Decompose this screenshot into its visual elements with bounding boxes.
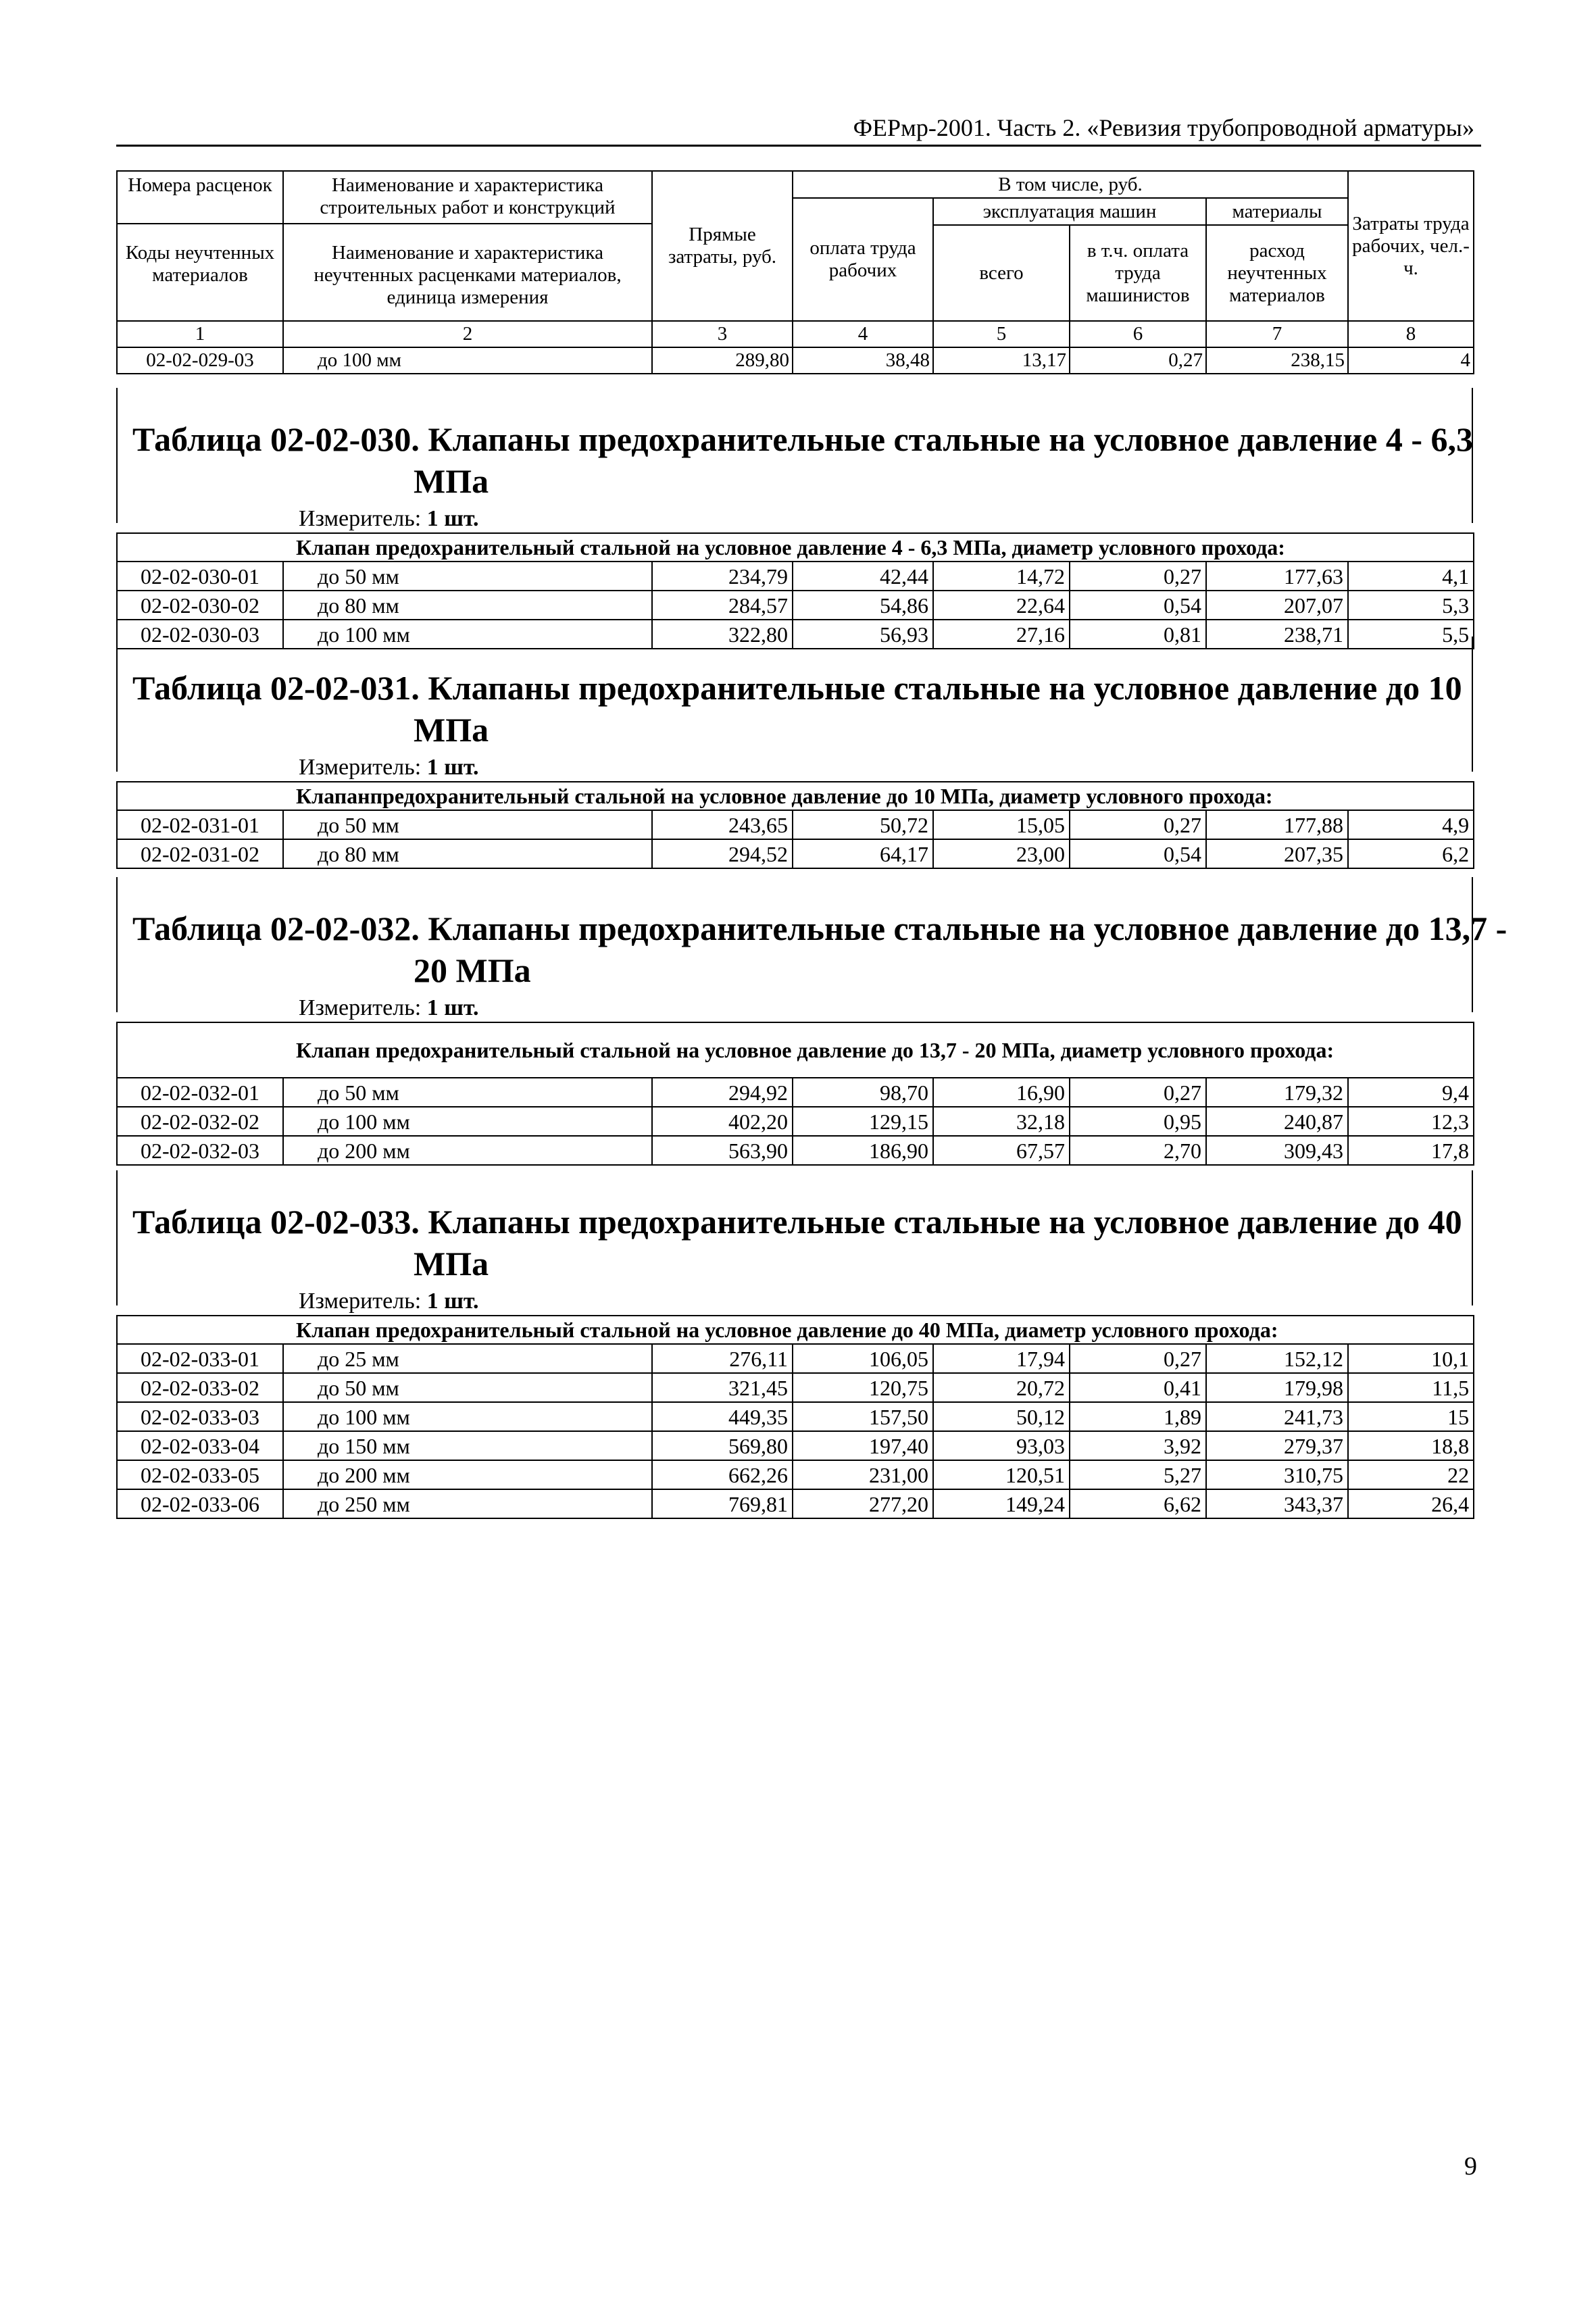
direct-cost: 294,92 <box>652 1078 793 1107</box>
rate-name: до 100 мм <box>283 347 652 374</box>
col4-head: оплата труда рабочих <box>793 198 933 321</box>
table-title-continued: МПа <box>414 711 489 749</box>
machines-cost: 17,94 <box>933 1344 1070 1373</box>
labor-hours: 6,2 <box>1348 839 1474 868</box>
operators-cost: 5,27 <box>1070 1460 1206 1489</box>
rate-code: 02-02-033-03 <box>117 1402 283 1431</box>
col-number: 6 <box>1070 321 1206 347</box>
col-number: 1 <box>117 321 283 347</box>
labor-cost: 64,17 <box>793 839 933 868</box>
rate-code: 02-02-029-03 <box>117 347 283 374</box>
table-row <box>117 1489 1474 1518</box>
labor-hours: 10,1 <box>1348 1344 1474 1373</box>
labor-cost: 197,40 <box>793 1431 933 1460</box>
materials-cost: 177,88 <box>1206 810 1348 839</box>
labor-cost: 129,15 <box>793 1107 933 1136</box>
table-title-continued: МПа <box>414 1245 489 1283</box>
column-header-table <box>116 170 1474 374</box>
labor-hours: 18,8 <box>1348 1431 1474 1460</box>
labor-cost: 157,50 <box>793 1402 933 1431</box>
labor-hours: 4,1 <box>1348 562 1474 591</box>
unit-label: Измеритель: <box>299 506 422 531</box>
running-title: ФЕРмр-2001. Часть 2. «Ревизия трубопроводной арматуры» <box>853 114 1474 141</box>
machines-cost: 20,72 <box>933 1373 1070 1402</box>
table-row <box>117 1136 1474 1165</box>
rate-code: 02-02-032-03 <box>117 1136 283 1165</box>
machines-cost: 120,51 <box>933 1460 1070 1489</box>
labor-hours: 22 <box>1348 1460 1474 1489</box>
direct-cost: 662,26 <box>652 1460 793 1489</box>
col3-head: Прямые затраты, руб. <box>652 171 793 321</box>
rate-name: до 250 мм <box>283 1489 652 1518</box>
operators-cost: 3,92 <box>1070 1431 1206 1460</box>
machines-head: эксплуатация машин <box>933 198 1206 225</box>
rate-name: до 200 мм <box>283 1460 652 1489</box>
operators-cost: 0,54 <box>1070 839 1206 868</box>
rate-code: 02-02-030-03 <box>117 620 283 649</box>
col-number: 7 <box>1206 321 1348 347</box>
table-row <box>117 591 1474 620</box>
materials-cost: 310,75 <box>1206 1460 1348 1489</box>
direct-cost: 276,11 <box>652 1344 793 1373</box>
rate-table <box>116 532 1474 649</box>
machines-cost: 32,18 <box>933 1107 1070 1136</box>
col5-head: всего <box>933 225 1070 321</box>
rate-table <box>116 1022 1474 1166</box>
labor-cost: 106,05 <box>793 1344 933 1373</box>
labor-cost: 186,90 <box>793 1136 933 1165</box>
operators-cost: 0,27 <box>1070 347 1206 374</box>
materials-cost: 343,37 <box>1206 1489 1348 1518</box>
unit-of-measure <box>299 1288 479 1315</box>
machines-cost: 22,64 <box>933 591 1070 620</box>
rate-name: до 100 мм <box>283 1107 652 1136</box>
table-row <box>117 1344 1474 1373</box>
rate-name: до 80 мм <box>283 839 652 868</box>
rate-code: 02-02-031-02 <box>117 839 283 868</box>
unit-label: Измеритель: <box>299 995 422 1020</box>
labor-hours: 5,3 <box>1348 591 1474 620</box>
rate-code: 02-02-033-04 <box>117 1431 283 1460</box>
labor-cost: 38,48 <box>793 347 933 374</box>
table-title: Таблица 02-02-032. Клапаны предохранительные стальные на условное давление до 13,7 - <box>132 910 1507 947</box>
table-row <box>117 1078 1474 1107</box>
rate-name: до 50 мм <box>283 1373 652 1402</box>
materials-cost: 207,35 <box>1206 839 1348 868</box>
unit-label: Измеритель: <box>299 755 422 780</box>
labor-cost: 98,70 <box>793 1078 933 1107</box>
machines-cost: 23,00 <box>933 839 1070 868</box>
table-title: Таблица 02-02-033. Клапаны предохранительные стальные на условное давление до 40 <box>132 1203 1462 1241</box>
unit-value: 1 шт. <box>426 755 479 780</box>
rate-code: 02-02-033-01 <box>117 1344 283 1373</box>
direct-cost: 284,57 <box>652 591 793 620</box>
table-row <box>117 810 1474 839</box>
operators-cost: 6,62 <box>1070 1489 1206 1518</box>
page-number: 9 <box>1464 2152 1477 2181</box>
machines-cost: 93,03 <box>933 1431 1070 1460</box>
unit-of-measure <box>299 754 479 781</box>
rate-code: 02-02-033-05 <box>117 1460 283 1489</box>
rate-name: до 80 мм <box>283 591 652 620</box>
unit-of-measure <box>299 505 479 532</box>
machines-cost: 14,72 <box>933 562 1070 591</box>
labor-hours: 9,4 <box>1348 1078 1474 1107</box>
col1-bottom-label: Коды неучтенных материалов <box>125 242 275 286</box>
materials-cost: 152,12 <box>1206 1344 1348 1373</box>
labor-cost: 56,93 <box>793 620 933 649</box>
direct-cost: 402,20 <box>652 1107 793 1136</box>
direct-cost: 563,90 <box>652 1136 793 1165</box>
operators-cost: 0,95 <box>1070 1107 1206 1136</box>
rate-name: до 150 мм <box>283 1431 652 1460</box>
labor-cost: 231,00 <box>793 1460 933 1489</box>
operators-cost: 0,27 <box>1070 562 1206 591</box>
table-title-continued: МПа <box>414 462 489 500</box>
operators-cost: 0,27 <box>1070 810 1206 839</box>
rate-name: до 50 мм <box>283 562 652 591</box>
operators-cost: 0,27 <box>1070 1344 1206 1373</box>
operators-cost: 0,54 <box>1070 591 1206 620</box>
section-heading: Клапан предохранительный стальной на условное давление до 13,7 - 20 МПа, диаметр условного прохода: <box>117 1022 1474 1078</box>
materials-cost: 207,07 <box>1206 591 1348 620</box>
rate-name: до 25 мм <box>283 1344 652 1373</box>
direct-cost: 294,52 <box>652 839 793 868</box>
table-row <box>117 562 1474 591</box>
col2-bottom-label: Наименование и характеристика неучтенных расценками материалов, единица измерения <box>314 242 622 308</box>
col6-head: в т.ч. оплата труда машинистов <box>1070 225 1206 321</box>
col-number: 3 <box>652 321 793 347</box>
rate-table <box>116 781 1474 869</box>
col7-head: расход неучтенных материалов <box>1206 225 1348 321</box>
direct-cost: 322,80 <box>652 620 793 649</box>
labor-cost: 277,20 <box>793 1489 933 1518</box>
materials-cost: 279,37 <box>1206 1431 1348 1460</box>
machines-cost: 149,24 <box>933 1489 1070 1518</box>
operators-cost: 2,70 <box>1070 1136 1206 1165</box>
machines-cost: 27,16 <box>933 620 1070 649</box>
materials-cost: 238,15 <box>1206 347 1348 374</box>
table-row <box>117 1107 1474 1136</box>
section-heading: Клапан предохранительный стальной на условное давление до 40 МПа, диаметр условного прохода: <box>117 1316 1474 1344</box>
section-heading: Клапанпредохранительный стальной на условное давление до 10 МПа, диаметр условного прохода: <box>117 782 1474 810</box>
labor-cost: 50,72 <box>793 810 933 839</box>
rate-code: 02-02-030-02 <box>117 591 283 620</box>
table-row <box>117 1402 1474 1431</box>
column-numbers-row <box>117 321 1474 347</box>
machines-cost: 16,90 <box>933 1078 1070 1107</box>
machines-cost: 67,57 <box>933 1136 1070 1165</box>
operators-cost: 0,81 <box>1070 620 1206 649</box>
rate-code: 02-02-032-02 <box>117 1107 283 1136</box>
operators-cost: 0,27 <box>1070 1078 1206 1107</box>
operators-cost: 0,41 <box>1070 1373 1206 1402</box>
operators-cost: 1,89 <box>1070 1402 1206 1431</box>
labor-hours: 26,4 <box>1348 1489 1474 1518</box>
unit-value: 1 шт. <box>426 1289 479 1314</box>
unit-label: Измеритель: <box>299 1289 422 1314</box>
rate-name: до 100 мм <box>283 1402 652 1431</box>
direct-cost: 569,80 <box>652 1431 793 1460</box>
labor-hours: 15 <box>1348 1402 1474 1431</box>
direct-cost: 234,79 <box>652 562 793 591</box>
labor-hours: 12,3 <box>1348 1107 1474 1136</box>
table-row <box>117 347 1474 374</box>
rate-name: до 50 мм <box>283 1078 652 1107</box>
direct-cost: 449,35 <box>652 1402 793 1431</box>
col8-head: Затраты труда рабочих, чел.-ч. <box>1348 171 1474 321</box>
unit-of-measure <box>299 995 479 1022</box>
rate-name: до 200 мм <box>283 1136 652 1165</box>
machines-cost: 15,05 <box>933 810 1070 839</box>
direct-cost: 769,81 <box>652 1489 793 1518</box>
labor-hours: 4 <box>1348 347 1474 374</box>
rate-code: 02-02-031-01 <box>117 810 283 839</box>
rate-code: 02-02-033-02 <box>117 1373 283 1402</box>
col2-head <box>283 171 652 321</box>
materials-cost: 309,43 <box>1206 1136 1348 1165</box>
rate-table <box>116 1315 1474 1519</box>
table-row <box>117 839 1474 868</box>
table-title: Таблица 02-02-030. Клапаны предохранительные стальные на условное давление 4 - 6,3 <box>132 420 1473 458</box>
labor-hours: 4,9 <box>1348 810 1474 839</box>
materials-cost: 241,73 <box>1206 1402 1348 1431</box>
section-heading: Клапан предохранительный стальной на условное давление 4 - 6,3 МПа, диаметр условного прохода: <box>117 533 1474 562</box>
table-title-continued: 20 МПа <box>414 951 531 989</box>
section-row <box>117 782 1474 810</box>
col1-top-label: Номера расценок <box>118 172 282 224</box>
table-row <box>117 1373 1474 1402</box>
materials-cost: 179,32 <box>1206 1078 1348 1107</box>
group-head: В том числе, руб. <box>793 171 1348 198</box>
col1-head <box>117 171 283 321</box>
materials-cost: 240,87 <box>1206 1107 1348 1136</box>
materials-cost: 238,71 <box>1206 620 1348 649</box>
materials-cost: 179,98 <box>1206 1373 1348 1402</box>
col-number: 8 <box>1348 321 1474 347</box>
direct-cost: 321,45 <box>652 1373 793 1402</box>
direct-cost: 243,65 <box>652 810 793 839</box>
table-title: Таблица 02-02-031. Клапаны предохранительные стальные на условное давление до 10 <box>132 669 1462 707</box>
col-number: 5 <box>933 321 1070 347</box>
labor-cost: 120,75 <box>793 1373 933 1402</box>
table-row <box>117 1431 1474 1460</box>
table-row <box>117 1460 1474 1489</box>
direct-cost: 289,80 <box>652 347 793 374</box>
unit-value: 1 шт. <box>426 995 479 1020</box>
labor-hours: 17,8 <box>1348 1136 1474 1165</box>
section-row <box>117 1022 1474 1078</box>
labor-hours: 11,5 <box>1348 1373 1474 1402</box>
col2-top-label: Наименование и характеристика строительных работ и конструкций <box>284 172 651 224</box>
rate-name: до 100 мм <box>283 620 652 649</box>
machines-cost: 13,17 <box>933 347 1070 374</box>
materials-head: материалы <box>1206 198 1348 225</box>
rate-code: 02-02-032-01 <box>117 1078 283 1107</box>
machines-cost: 50,12 <box>933 1402 1070 1431</box>
unit-value: 1 шт. <box>426 506 479 531</box>
col-number: 4 <box>793 321 933 347</box>
materials-cost: 177,63 <box>1206 562 1348 591</box>
section-row <box>117 1316 1474 1344</box>
rate-code: 02-02-033-06 <box>117 1489 283 1518</box>
labor-cost: 42,44 <box>793 562 933 591</box>
rate-name: до 50 мм <box>283 810 652 839</box>
col-number: 2 <box>283 321 652 347</box>
labor-hours: 5,5 <box>1348 620 1474 649</box>
running-header <box>116 111 1481 147</box>
labor-cost: 54,86 <box>793 591 933 620</box>
rate-code: 02-02-030-01 <box>117 562 283 591</box>
section-row <box>117 533 1474 562</box>
